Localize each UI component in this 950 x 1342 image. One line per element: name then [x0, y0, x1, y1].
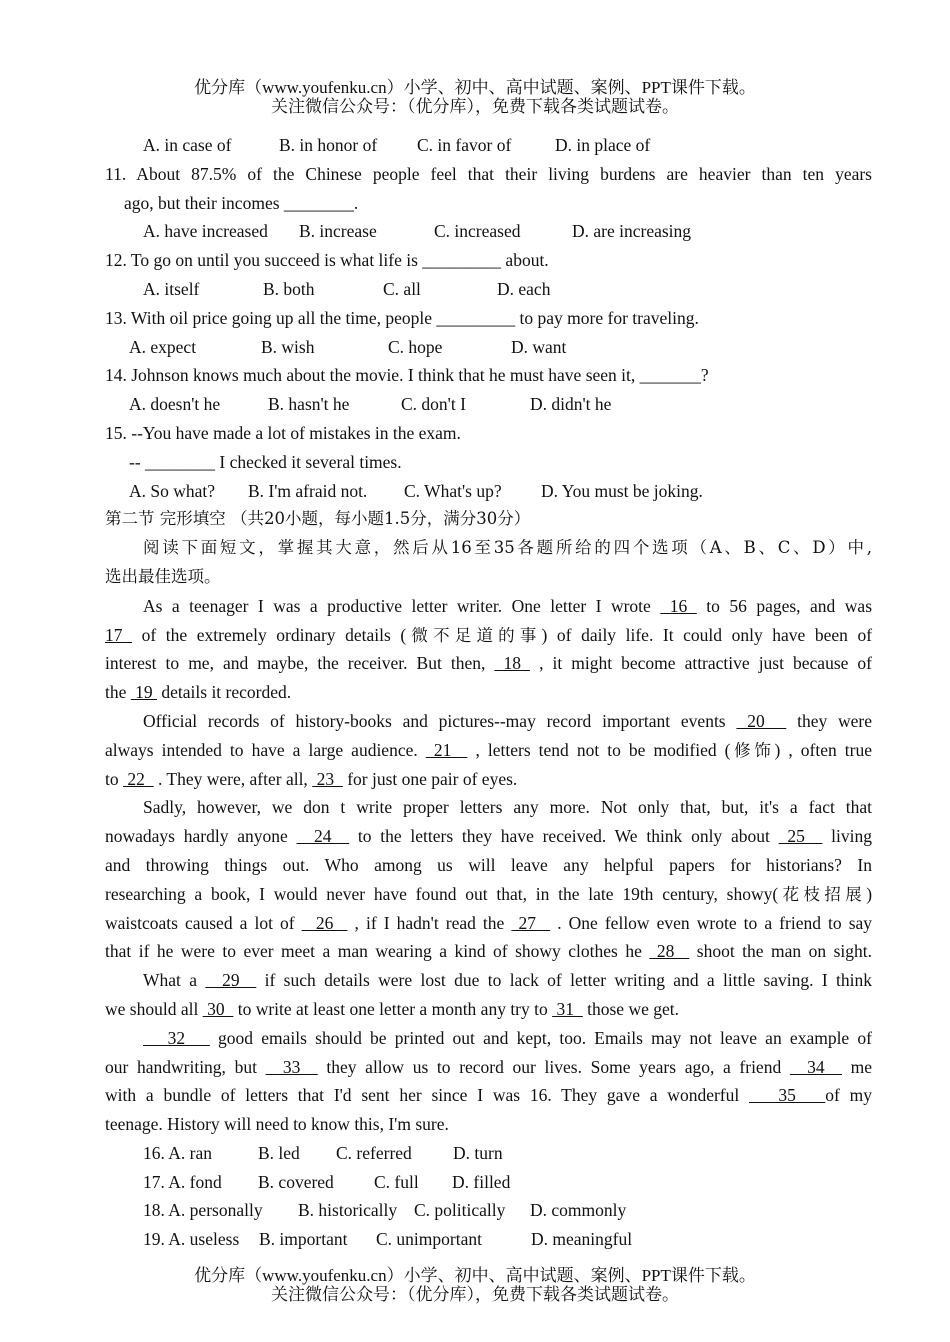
q16-option-d: D. turn	[453, 1142, 503, 1163]
text: our handwriting, but	[105, 1056, 257, 1077]
text: researching a book, I would never have found out that, in the late 19th century, showy(	[105, 883, 779, 904]
q13-option-c: C. hope	[388, 336, 443, 357]
text: me	[850, 1056, 873, 1077]
text: good emails should be printed out and kept, too. Emails may not leave an example of	[218, 1027, 872, 1048]
passage-p4-line-1	[105, 966, 872, 995]
text: we should all	[105, 998, 199, 1019]
q14-option-b: B. hasn't he	[268, 394, 350, 415]
q18-option-b: B. historically	[298, 1200, 398, 1221]
q15-stem-line-2: -- ________ I checked it several times.	[129, 451, 402, 472]
blank-21: 21	[425, 739, 468, 760]
q19-option-d: D. meaningful	[531, 1229, 633, 1250]
text: , letters tend not to be modified (	[475, 739, 731, 760]
q19-option-a: 19. A. useless	[143, 1229, 240, 1250]
q11-option-c: C. increased	[434, 221, 521, 242]
exam-content	[105, 131, 872, 1254]
passage-p5-line-2	[105, 1053, 872, 1082]
q13-stem: 13. With oil price going up all the time, people _________ to pay more for traveling.	[105, 307, 699, 328]
text: if such details were lost due to lack of letter writing and a little saving. I think	[264, 970, 873, 991]
text: Official records of history-books and pictures--may record important events	[143, 710, 726, 731]
passage-p1-line-1	[105, 592, 872, 621]
q12-stem: 12. To go on until you succeed is what life is _________ about.	[105, 250, 549, 271]
text: those we get.	[587, 998, 679, 1019]
text: What a	[143, 970, 198, 991]
annotation-cn: 花枝招展	[778, 884, 867, 904]
blank-32: 32	[143, 1027, 210, 1048]
q15-option-d: D. You must be joking.	[541, 480, 703, 501]
blank-27: 27	[511, 912, 551, 933]
text: always intended to have a large audience.	[105, 739, 418, 760]
section-2-instructions-line-2: 选出最佳选项。	[105, 566, 221, 586]
q12-option-d: D. each	[497, 278, 551, 299]
q13-option-d: D. want	[511, 336, 567, 357]
passage-p2-line-2	[105, 736, 872, 765]
text: to 56 pages, and was	[706, 595, 873, 616]
q14-option-a: A. doesn't he	[129, 394, 221, 415]
blank-18: 18	[494, 653, 531, 674]
text: to the letters they have received. We think only about	[357, 826, 770, 847]
q19-option-b: B. important	[259, 1229, 348, 1250]
text: that if he were to ever meet a man wearing a kind of showy clothes he	[105, 941, 642, 962]
text: nowadays hardly anyone	[105, 826, 288, 847]
q11-option-a: A. have increased	[143, 221, 268, 242]
text: ) of daily life. It could only have been of	[541, 624, 873, 645]
q17-option-a: 17. A. fond	[143, 1171, 222, 1192]
text: As a teenager I was a productive letter writer. One letter I wrote	[143, 595, 651, 616]
passage-p1-line-3	[105, 649, 872, 678]
passage-p1-line-4	[105, 678, 872, 707]
q11-option-b: B. increase	[299, 221, 377, 242]
blank-33: 33	[265, 1056, 318, 1077]
blank-25: 25	[778, 826, 823, 847]
passage-p3-line-3: and throwing things out. Who among us will leave any helpful papers for historians? In	[105, 854, 872, 875]
q10-option-a: A. in case of	[143, 135, 232, 155]
text: they allow us to record our lives. Some years ago, a friend	[326, 1056, 782, 1077]
q11-stem-line-1: 11. About 87.5% of the Chinese people feel that their living burdens are heavier than ten years	[105, 163, 872, 184]
q17-option-b: B. covered	[258, 1171, 334, 1192]
text: , if I hadn't read the	[354, 912, 505, 933]
blank-20: 20	[736, 710, 787, 731]
passage-p3-line-5	[105, 909, 872, 938]
text: with a bundle of letters that I'd sent her since I was 16. They gave a wonderful	[105, 1085, 740, 1106]
q13-options	[105, 333, 872, 362]
q13-option-a: A. expect	[129, 336, 197, 357]
text: . They were, after all,	[158, 768, 308, 789]
q11-options	[105, 217, 872, 246]
q14-option-c: C. don't I	[401, 394, 466, 415]
text: shoot the man on sight.	[696, 941, 873, 962]
text: the	[105, 682, 127, 703]
text: for just one pair of eyes.	[347, 768, 518, 789]
q11-stem-line-2: ago, but their incomes ________.	[124, 192, 359, 213]
blank-23: 23	[312, 768, 343, 789]
q12-option-b: B. both	[263, 278, 315, 299]
q14-stem: 14. Johnson knows much about the movie. I think that he must have seen it, _______?	[105, 365, 709, 386]
blank-30: 30	[202, 998, 234, 1019]
text: . One fellow even wrote to a friend to say	[557, 912, 873, 933]
q11-option-d: D. are increasing	[572, 221, 692, 242]
q12-options	[105, 275, 872, 304]
section-2-instructions-line-1: 阅读下面短文，掌握其大意，然后从16至35各题所给的四个选项（A、B、C、D）中,	[143, 538, 872, 558]
q18-options	[105, 1196, 872, 1225]
passage-p3-line-1: Sadly, however, we don t write proper letters any more. Not only that, but, it's a fact that	[143, 797, 872, 818]
text: waistcoats caused a lot of	[105, 912, 295, 933]
q19-option-c: C. unimportant	[376, 1229, 482, 1250]
section-2-title: 第二节 完形填空 （共20小题，每小题1.5分，满分30分）	[105, 509, 531, 529]
passage-p5-line-3	[105, 1081, 872, 1110]
text: to	[105, 768, 119, 789]
annotation-cn: 修饰	[730, 740, 775, 760]
page-footer	[0, 1266, 950, 1304]
q14-option-d: D. didn't he	[530, 394, 612, 415]
header-line-1: 优分库（www.youfenku.cn）小学、初中、高中试题、案例、PPT课件下载。	[194, 78, 756, 97]
q12-option-c: C. all	[383, 278, 421, 299]
q16-options	[105, 1139, 872, 1168]
q15-stem-line-1: 15. --You have made a lot of mistakes in the exam.	[105, 422, 461, 443]
q15-options	[105, 477, 872, 506]
blank-16: 16	[660, 595, 697, 616]
passage-p3-line-2	[105, 822, 872, 851]
q18-option-d: D. commonly	[530, 1200, 627, 1221]
text: interest to me, and maybe, the receiver. But then,	[105, 653, 486, 674]
q10-option-d: D. in place of	[555, 135, 651, 155]
blank-35: 35	[749, 1085, 826, 1106]
passage-p5-line-4: teenage. History will need to know this, I'm sure.	[105, 1114, 449, 1135]
q12-option-a: A. itself	[143, 278, 200, 299]
q15-option-a: A. So what?	[129, 480, 216, 501]
passage-p2-line-1	[105, 707, 872, 736]
q18-option-c: C. politically	[414, 1200, 506, 1221]
passage-p3-line-6	[105, 937, 872, 966]
text: details it recorded.	[161, 682, 292, 703]
q19-options	[105, 1225, 872, 1254]
passage-p3-line-4	[105, 880, 872, 909]
blank-31: 31	[552, 998, 583, 1019]
q17-option-c: C. full	[374, 1171, 419, 1192]
passage-p4-line-2	[105, 995, 872, 1024]
header-line-2: 关注微信公众号：（优分库），免费下载各类试题试卷。	[271, 97, 679, 116]
q16-option-a: 16. A. ran	[143, 1142, 213, 1163]
q16-option-c: C. referred	[336, 1142, 412, 1163]
text: )	[866, 883, 873, 904]
blank-29: 29	[205, 970, 257, 991]
text: to write at least one letter a month any try to	[237, 998, 548, 1019]
q13-option-b: B. wish	[261, 336, 315, 357]
blank-24: 24	[296, 826, 350, 847]
text: living	[831, 826, 872, 847]
page-header	[0, 78, 950, 116]
blank-17: 17	[105, 624, 133, 645]
text: they were	[797, 710, 873, 731]
blank-34: 34	[789, 1056, 842, 1077]
text: of my	[825, 1085, 873, 1106]
blank-19: 19	[130, 682, 158, 703]
blank-28: 28	[649, 941, 690, 962]
q10-option-b: B. in honor of	[279, 135, 378, 155]
q10-options	[105, 131, 872, 160]
passage-p5-line-1	[105, 1024, 872, 1053]
q15-option-c: C. What's up?	[404, 480, 502, 501]
footer-line-1: 优分库（www.youfenku.cn）小学、初中、高中试题、案例、PPT课件下载。	[194, 1266, 756, 1285]
q17-options	[105, 1168, 872, 1197]
blank-26: 26	[301, 912, 348, 933]
text: ) , often true	[774, 739, 873, 760]
footer-line-2: 关注微信公众号：（优分库），免费下载各类试题试卷。	[271, 1285, 679, 1304]
q17-option-d: D. filled	[452, 1171, 511, 1192]
q14-options	[105, 390, 872, 419]
q18-option-a: 18. A. personally	[143, 1200, 263, 1221]
passage-p2-line-3	[105, 765, 872, 794]
text: of the extremely ordinary details (	[141, 624, 407, 645]
passage-p1-line-2	[105, 621, 872, 650]
q15-option-b: B. I'm afraid not.	[248, 480, 368, 501]
q16-option-b: B. led	[258, 1142, 300, 1163]
text: , it might become attractive just because of	[539, 653, 873, 674]
annotation-cn: 微不足道的事	[406, 625, 542, 645]
blank-22: 22	[123, 768, 154, 789]
q10-option-c: C. in favor of	[417, 135, 512, 155]
